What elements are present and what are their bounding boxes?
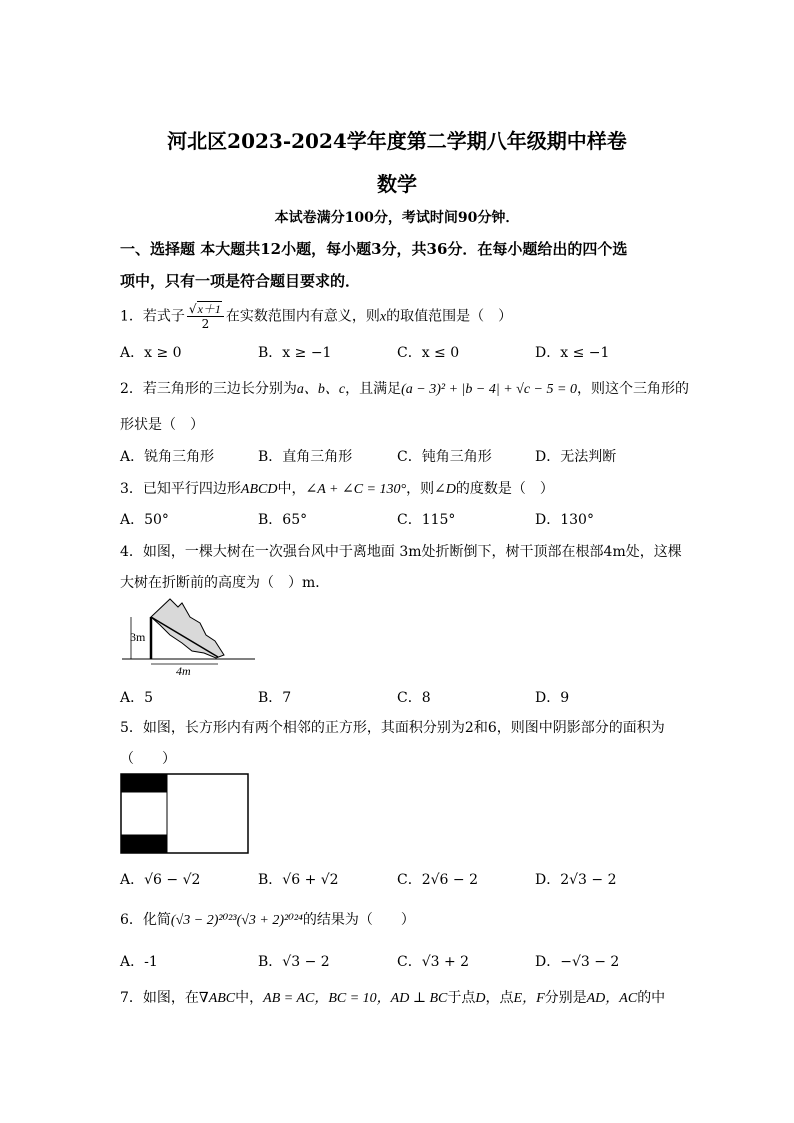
q1-option-b[interactable]: B．x ≥ −1 bbox=[258, 345, 332, 361]
question-3: 3．已知平行四边形ABCD中，∠A + ∠C = 130°，则∠D的度数是（ ） bbox=[120, 481, 554, 497]
shaded-top bbox=[121, 774, 167, 792]
q6-option-b[interactable]: B．√3 − 2 bbox=[258, 954, 330, 970]
height-label: 3m bbox=[130, 630, 146, 644]
q5-option-d[interactable]: D．2√3 − 2 bbox=[535, 872, 617, 888]
section-heading-line1: 一、选择题 本大题共12小题，每小题3分，共36分．在每小题给出的四个选 bbox=[120, 240, 628, 258]
question-4-line2: 大树在折断前的高度为（ ）m． bbox=[120, 575, 330, 591]
fallen-crown bbox=[151, 599, 224, 658]
q6-option-d[interactable]: D．−√3 − 2 bbox=[535, 954, 620, 970]
subject-title: 数学 bbox=[377, 172, 417, 196]
question-1: 1．若式子 $\frac{√x+1}{2}$ 在实数范围内有意义，则x的取值范围是（ ） bbox=[120, 302, 513, 331]
q4-option-d[interactable]: D．9 bbox=[535, 690, 570, 706]
question-4-line1: 4．如图，一棵大树在一次强台风中于离地面 3m处折断倒下，树干顶部在根部4m处，这棵 bbox=[120, 544, 682, 560]
q4-option-c[interactable]: C．8 bbox=[397, 690, 431, 706]
question-5-line1: 5．如图，长方形内有两个相邻的正方形，其面积分别为2和6，则图中阴影部分的面积为 bbox=[120, 720, 665, 736]
q3-option-a[interactable]: A．50° bbox=[120, 512, 169, 528]
exam-note: 本试卷满分100分，考试时间90分钟． bbox=[274, 210, 520, 226]
q3-option-d[interactable]: D．130° bbox=[535, 512, 594, 528]
question-2: 2．若三角形的三边长分别为a、b、c，且满足(a − 3)² + |b − 4| + √c − 5 = 0，则这个三角形的 bbox=[120, 381, 689, 397]
q1-option-c[interactable]: C．x ≤ 0 bbox=[397, 345, 460, 361]
q6-option-a[interactable]: A．-1 bbox=[120, 954, 158, 970]
section-heading-line2: 项中，只有一项是符合题目要求的． bbox=[120, 272, 361, 290]
shaded-bottom bbox=[121, 835, 167, 853]
q5-option-a[interactable]: A．√6 − √2 bbox=[120, 872, 201, 888]
question-7: 7．如图，在∇ABC中，AB = AC，BC = 10，AD ⊥ BC于点D，点E，F分别是AD，AC的中 bbox=[120, 990, 666, 1006]
q4-option-a[interactable]: A．5 bbox=[120, 690, 154, 706]
q2-option-b[interactable]: B．直角三角形 bbox=[258, 449, 353, 465]
q2-option-c[interactable]: C．钝角三角形 bbox=[397, 449, 492, 465]
q5-option-c[interactable]: C．2√6 − 2 bbox=[397, 872, 478, 888]
q2-option-d[interactable]: D．无法判断 bbox=[535, 449, 617, 465]
q3-option-b[interactable]: B．65° bbox=[258, 512, 308, 528]
exam-title: 河北区2023-2024学年度第二学期八年级期中样卷 bbox=[167, 129, 627, 153]
q1-option-a[interactable]: A．x ≥ 0 bbox=[120, 345, 182, 361]
fraction: $\frac{√x+1}{2}$ bbox=[187, 302, 224, 331]
tree-figure bbox=[120, 595, 260, 677]
q2-option-a[interactable]: A．锐角三角形 bbox=[120, 449, 215, 465]
width-label: 4m bbox=[176, 664, 191, 677]
q5-option-b[interactable]: B．√6 + √2 bbox=[258, 872, 339, 888]
q1-option-d[interactable]: D．x ≤ −1 bbox=[535, 345, 610, 361]
question-2-line2: 形状是（ ） bbox=[120, 417, 204, 433]
rectangle-figure bbox=[120, 773, 250, 855]
question-6: 6．化简(√3 − 2)²⁰²³(√3 + 2)²⁰²⁴的结果为（ ） bbox=[120, 912, 415, 928]
q4-option-b[interactable]: B．7 bbox=[258, 690, 292, 706]
q3-option-c[interactable]: C．115° bbox=[397, 512, 456, 528]
question-5-line2: （ ） bbox=[120, 751, 176, 767]
q6-option-c[interactable]: C．√3 + 2 bbox=[397, 954, 470, 970]
